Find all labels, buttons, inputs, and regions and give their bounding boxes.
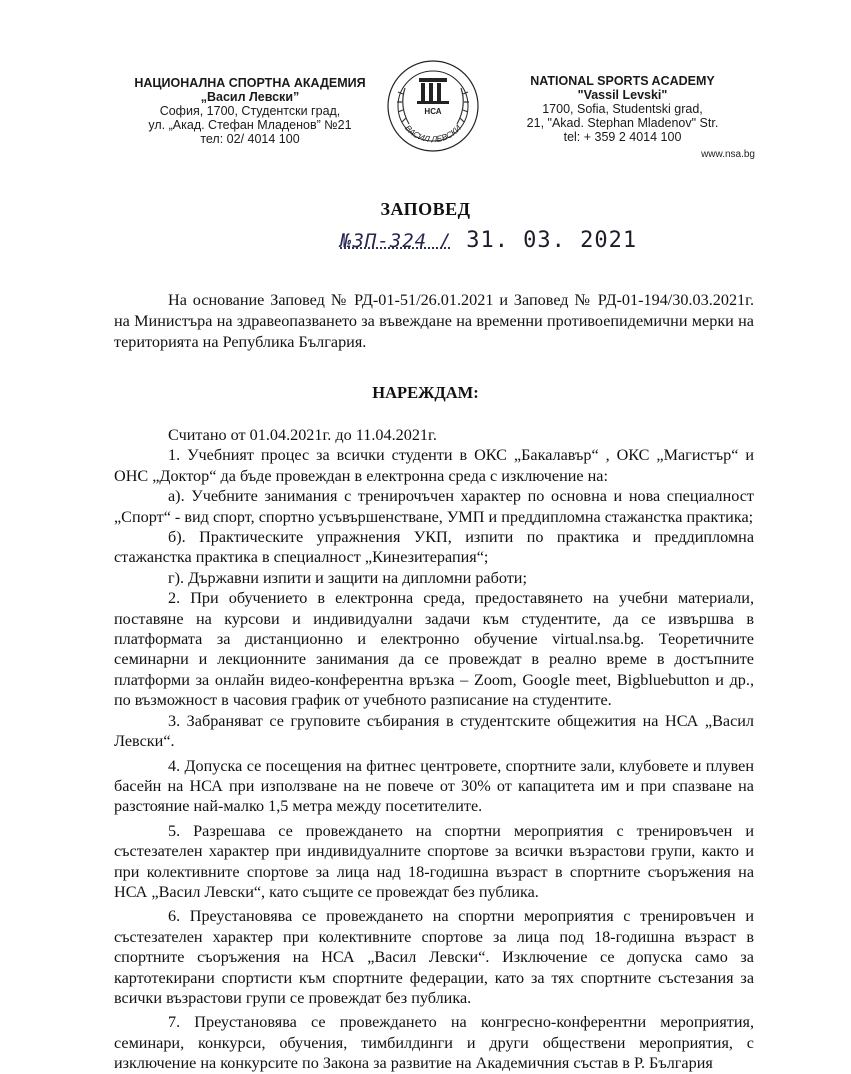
- academy-name-en: NATIONAL SPORTS ACADEMY: [530, 74, 715, 88]
- paragraph: 5. Разрешава се провеждането на спортни мероприятия с тренировъчен и състезателен характер при индивидуалните спортове за всички възрастови групи, както и при колективните спортове за лица над 18-годишна възраст в спортните съоръжения на НСА „Васил Левски“, като същите се провеждат без публика.: [114, 821, 754, 901]
- document-title: ЗАПОВЕД: [380, 199, 471, 219]
- address-line-2-en: 21, "Akad. Stephan Mladenov" Str.: [526, 116, 719, 130]
- temple-icon: [417, 78, 449, 104]
- order-heading: НАРЕЖДАМ:: [372, 383, 479, 402]
- seal-top-text: НСА: [424, 107, 442, 116]
- address-line-1-en: 1700, Sofia, Studentski grad,: [542, 102, 703, 116]
- letterhead-left: [100, 76, 400, 90]
- seal-ring-text: ВАСИЛ ЛЕВСКИ: [402, 122, 464, 145]
- address-line-1-bg: София, 1700, Студентски град,: [159, 104, 341, 118]
- document-number: [340, 228, 637, 253]
- paragraph: 7. Преустановява се провеждането на конгресно-конферентни мероприятия, семинари, конкурси, обучения, тимбилдинги и други обществени мероприятия, с изключение на конкурсите по Закона за развитие на Академичния състав в Р. България: [114, 1013, 754, 1073]
- academy-subname-bg: „Васил Левски”: [200, 90, 300, 104]
- number-date: 31. 03. 2021: [466, 228, 638, 253]
- phone-bg: тел: 02/ 4014 100: [200, 132, 300, 146]
- order-body: [114, 425, 754, 1074]
- paragraph: 3. Забраняват се груповите събирания в студентските общежития на НСА „Васил Левски“.: [114, 711, 754, 751]
- paragraph: б). Практическите упражнения УКП, изпити по практика и преддипломна стажанстка практика в специалност „Кинезитерапия“;: [114, 528, 754, 567]
- academy-name-bg: НАЦИОНАЛНА СПОРТНА АКАДЕМИЯ: [134, 76, 366, 90]
- paragraph: 6. Преустановява се провеждането на спортни мероприятия с тренировъчен и състезателен характер при колективните спортове за лица под 18-годишна възраст в спортните съоръжения на НСА „Васил Левски“. Изключение се допуска само за картотекирани спортисти към спортните федерации, като за тях спортните състезания за всички възрастови групи се провеждат без публика.: [114, 907, 754, 1007]
- phone-en: tel: + 359 2 4014 100: [563, 130, 682, 144]
- paragraph: 2. При обучението в електронна среда, предоставянето на учебни материали, поставяне на курсови и индивидуални задачи към студентите, да се извършва в платформата за дистанционно и електронно обучение virtual.nsa.bg. Теоретичните семинарни и лекционните занимания да се провеждат в реално време в достъпните платформи за онлайн видео-конферентна връзка – Zoom, Google meet, Bigbluebutton и др., по възможност в часовия график от учебното разписание на студентите.: [114, 589, 754, 710]
- address-line-2-bg: ул. „Акад. Стефан Младенов” №21: [148, 118, 352, 132]
- academy-subname-en: "Vassil Levski": [577, 88, 668, 102]
- paragraph: 4. Допуска се посещения на фитнес центровете, спортните зали, клубовете и плувен басейн на НСА при използване на не повече от 30% от капацитета им и при спазване на разстояние най-малко 1,5 метра между посетителите.: [114, 756, 754, 816]
- website: www.nsa.bg: [701, 149, 755, 160]
- legal-basis: На основание Заповед № РД-01-51/26.01.2021 и Заповед № РД-01-194/30.03.2021г. на Министъра на здравеопазването за въвеждане на временни противоепидемични мерки на територията на Република България.: [114, 291, 754, 351]
- paragraph: 1. Учебният процес за всички студенти в ОКС „Бакалавър“ , ОКС „Магистър“ и ОНС „Доктор“ да бъде провеждан в електронна среда с изключение на:: [114, 446, 754, 485]
- letterhead-right: [500, 74, 745, 144]
- number-prefix: №ЗП-324 /: [340, 230, 452, 252]
- paragraph: Считано от 01.04.2021г. до 11.04.2021г.: [168, 426, 437, 444]
- academy-seal-logo: [385, 58, 481, 154]
- paragraph: г). Държавни изпити и защити на дипломни работи;: [168, 568, 527, 587]
- paragraph: а). Учебните занимания с тренирочъчен характер по основна и нова специалност „Спорт“ - вид спорт, спортно усъвършенстване, УМП и преддипломна стажанстка практика;: [114, 487, 754, 526]
